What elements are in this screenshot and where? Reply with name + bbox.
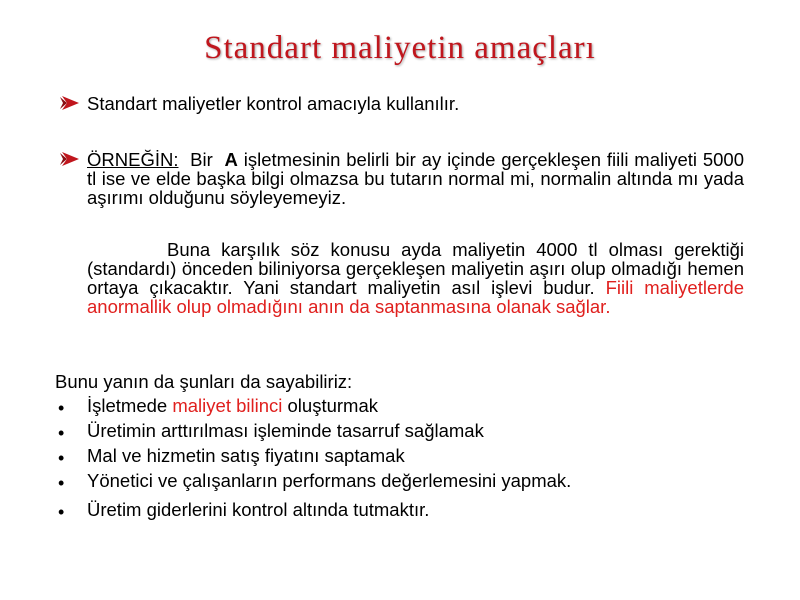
list-item-text: İşletmede bbox=[87, 395, 173, 416]
bullet-dot: • bbox=[58, 473, 65, 493]
bullet-dot: • bbox=[58, 502, 65, 522]
list-item: Yönetici ve çalışanların performans değerlemesini yapmak. bbox=[87, 470, 572, 491]
list-item: Mal ve hizmetin satış fiyatını saptamak bbox=[87, 445, 405, 466]
red-arrow-bullet-icon bbox=[60, 152, 79, 166]
bullet-dot: • bbox=[58, 423, 65, 443]
page-title: Standart maliyetin amaçları bbox=[204, 30, 596, 66]
example-company: A bbox=[224, 149, 238, 170]
explanation-highlight: Fiili maliyetlerde anormallik olup olmadığını anın da saptanmasına olanak sağlar. bbox=[87, 277, 744, 317]
example-label: ÖRNEĞİN: bbox=[87, 149, 179, 170]
example-pre: Bir bbox=[178, 149, 225, 170]
list-item: Üretim giderlerini kontrol altında tutmaktır. bbox=[87, 499, 430, 520]
bullet-dot: • bbox=[58, 448, 65, 468]
list-item-text: oluşturmak bbox=[282, 395, 378, 416]
paragraph-standard-costs: Standart maliyetler kontrol amacıyla kullanılır. bbox=[87, 93, 460, 114]
red-arrow-bullet-icon bbox=[60, 96, 79, 110]
paragraph-explanation bbox=[87, 240, 744, 316]
list-item bbox=[87, 396, 378, 416]
example-text: işletmesinin belirli bir ay içinde gerçekleşen fiili maliyeti 5000 tl ise ve elde başka bilgi olmazsa bu tutarın normal mi, normalin altında mı yada aşırımı olduğunu söyleyemeyiz. bbox=[87, 149, 750, 208]
list-item-highlight: maliyet bilinci bbox=[172, 395, 283, 416]
paragraph-example bbox=[87, 149, 750, 208]
explanation-text: Buna karşılık söz konusu ayda maliyetin 4000 tl olması gerektiği (standardı) önceden biliniyorsa gerçekleşen maliyetin aşırı olup olmadığı hemen ortaya çıkacaktır. Yani standart maliyetin asıl işlevi budur. bbox=[87, 239, 744, 298]
list-item: Üretimin arttırılması işleminde tasarruf sağlamak bbox=[87, 420, 484, 441]
bullet-dot: • bbox=[58, 398, 65, 418]
list-intro: Bunu yanın da şunları da sayabiliriz: bbox=[55, 371, 353, 392]
